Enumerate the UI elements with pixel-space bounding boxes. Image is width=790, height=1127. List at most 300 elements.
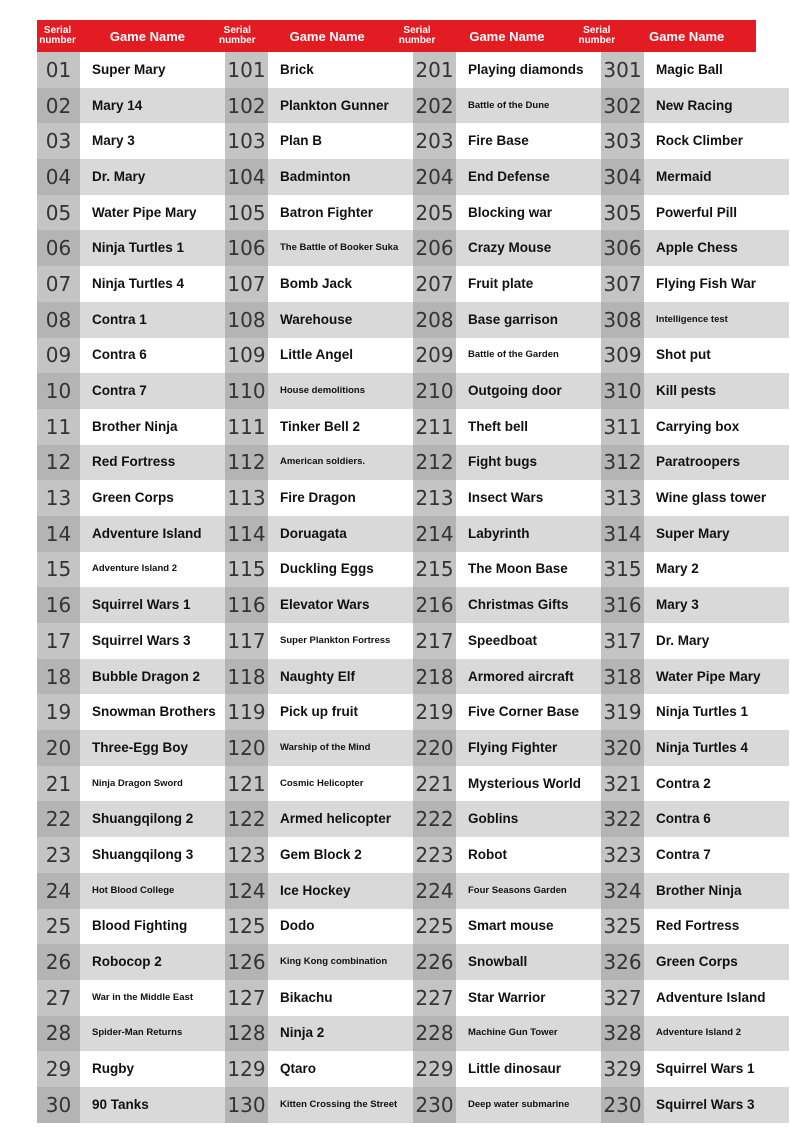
table-row bbox=[37, 766, 225, 802]
game-name: Armored aircraft bbox=[456, 659, 601, 695]
table-row bbox=[413, 1016, 601, 1052]
serial-number: 123 bbox=[225, 837, 268, 873]
table-row bbox=[225, 338, 413, 374]
game-name: House demolitions bbox=[268, 373, 413, 409]
table-row bbox=[225, 694, 413, 730]
serial-number: 327 bbox=[601, 980, 644, 1016]
table-row bbox=[225, 195, 413, 231]
game-name: Robocop 2 bbox=[80, 944, 225, 980]
game-name: Base garrison bbox=[456, 302, 601, 338]
game-name: Contra 7 bbox=[80, 373, 225, 409]
game-name: Adventure Island bbox=[80, 516, 225, 552]
table-row bbox=[225, 266, 413, 302]
game-name: Qtaro bbox=[268, 1051, 413, 1087]
table-row bbox=[601, 480, 789, 516]
table-row bbox=[413, 373, 601, 409]
game-name: Squirrel Wars 3 bbox=[644, 1087, 789, 1123]
table-row bbox=[601, 980, 789, 1016]
serial-number: 221 bbox=[413, 766, 456, 802]
table-row bbox=[601, 1016, 789, 1052]
table-row bbox=[601, 873, 789, 909]
game-name: Water Pipe Mary bbox=[644, 659, 789, 695]
table-row bbox=[413, 195, 601, 231]
game-name: Squirrel Wars 3 bbox=[80, 623, 225, 659]
table-row bbox=[601, 730, 789, 766]
serial-header-1: Serial number bbox=[39, 25, 76, 46]
serial-number: 101 bbox=[225, 52, 268, 88]
serial-number: 227 bbox=[413, 980, 456, 1016]
game-name: End Defense bbox=[456, 159, 601, 195]
game-name: Super Mary bbox=[80, 52, 225, 88]
serial-header-4: Serial number bbox=[578, 25, 616, 46]
game-name: Four Seasons Garden bbox=[456, 873, 601, 909]
table-row bbox=[225, 659, 413, 695]
table-row bbox=[37, 873, 225, 909]
table-row bbox=[225, 516, 413, 552]
table-row bbox=[413, 801, 601, 837]
table-row bbox=[413, 694, 601, 730]
serial-number: 307 bbox=[601, 266, 644, 302]
table-row bbox=[601, 1051, 789, 1087]
serial-number: 315 bbox=[601, 552, 644, 588]
table-row bbox=[225, 409, 413, 445]
serial-number: 201 bbox=[413, 52, 456, 88]
game-name: Crazy Mouse bbox=[456, 230, 601, 266]
game-name: Green Corps bbox=[80, 480, 225, 516]
game-name: Ninja Dragon Sword bbox=[80, 766, 225, 802]
game-name: Water Pipe Mary bbox=[80, 195, 225, 231]
game-name: Powerful Pill bbox=[644, 195, 789, 231]
game-name: Flying Fish War bbox=[644, 266, 789, 302]
serial-number: 07 bbox=[37, 266, 80, 302]
table-row bbox=[225, 837, 413, 873]
game-column-3 bbox=[413, 52, 601, 1123]
serial-number: 213 bbox=[413, 480, 456, 516]
table-row bbox=[37, 266, 225, 302]
table-row bbox=[37, 623, 225, 659]
table-row bbox=[37, 373, 225, 409]
game-name: Brother Ninja bbox=[644, 873, 789, 909]
game-name: Ninja 2 bbox=[268, 1016, 413, 1052]
game-name: Bomb Jack bbox=[268, 266, 413, 302]
table-row bbox=[413, 338, 601, 374]
serial-number: 326 bbox=[601, 944, 644, 980]
serial-number: 126 bbox=[225, 944, 268, 980]
game-name: Armed helicopter bbox=[268, 801, 413, 837]
serial-number: 01 bbox=[37, 52, 80, 88]
game-name: Mysterious World bbox=[456, 766, 601, 802]
game-name: Hot Blood College bbox=[80, 873, 225, 909]
game-name: Rock Climber bbox=[644, 123, 789, 159]
serial-number: 312 bbox=[601, 445, 644, 481]
serial-number: 120 bbox=[225, 730, 268, 766]
game-column-1 bbox=[37, 52, 225, 1123]
game-name: Playing diamonds bbox=[456, 52, 601, 88]
serial-number: 109 bbox=[225, 338, 268, 374]
serial-number: 230 bbox=[601, 1087, 644, 1123]
serial-number: 226 bbox=[413, 944, 456, 980]
game-name: Brick bbox=[268, 52, 413, 88]
serial-number: 204 bbox=[413, 159, 456, 195]
serial-number: 216 bbox=[413, 587, 456, 623]
game-name: Mary 3 bbox=[80, 123, 225, 159]
serial-number: 20 bbox=[37, 730, 80, 766]
serial-number: 116 bbox=[225, 587, 268, 623]
game-name: Contra 6 bbox=[644, 801, 789, 837]
table-row bbox=[413, 766, 601, 802]
game-name: Bikachu bbox=[268, 980, 413, 1016]
game-name: Fire Base bbox=[456, 123, 601, 159]
serial-number: 308 bbox=[601, 302, 644, 338]
serial-number: 313 bbox=[601, 480, 644, 516]
serial-number: 130 bbox=[225, 1087, 268, 1123]
table-row bbox=[37, 552, 225, 588]
table-row bbox=[225, 801, 413, 837]
serial-number: 303 bbox=[601, 123, 644, 159]
serial-number: 113 bbox=[225, 480, 268, 516]
table-row bbox=[37, 694, 225, 730]
game-name: Adventure Island 2 bbox=[80, 552, 225, 588]
game-name: Super Plankton Fortress bbox=[268, 623, 413, 659]
game-name: Shot put bbox=[644, 338, 789, 374]
table-row bbox=[37, 52, 225, 88]
game-name: Speedboat bbox=[456, 623, 601, 659]
serial-number: 27 bbox=[37, 980, 80, 1016]
name-header-3: Game Name bbox=[469, 28, 545, 44]
game-name: Blocking war bbox=[456, 195, 601, 231]
game-list-sheet bbox=[37, 20, 767, 1123]
table-row bbox=[413, 944, 601, 980]
game-name: Apple Chess bbox=[644, 230, 789, 266]
game-name: Fruit plate bbox=[456, 266, 601, 302]
table-row bbox=[413, 659, 601, 695]
table-row bbox=[225, 1087, 413, 1123]
game-name: The Battle of Booker Suka bbox=[268, 230, 413, 266]
serial-number: 203 bbox=[413, 123, 456, 159]
game-name: Rugby bbox=[80, 1051, 225, 1087]
game-name: Fire Dragon bbox=[268, 480, 413, 516]
serial-number: 107 bbox=[225, 266, 268, 302]
table-row bbox=[225, 873, 413, 909]
table-row bbox=[601, 837, 789, 873]
game-name: Adventure Island 2 bbox=[644, 1016, 789, 1052]
game-name: War in the Middle East bbox=[80, 980, 225, 1016]
table-row bbox=[225, 480, 413, 516]
serial-number: 209 bbox=[413, 338, 456, 374]
table-row bbox=[601, 159, 789, 195]
game-name: Smart mouse bbox=[456, 909, 601, 945]
table-row bbox=[413, 480, 601, 516]
game-name: Spider-Man Returns bbox=[80, 1016, 225, 1052]
game-name: Shuangqilong 3 bbox=[80, 837, 225, 873]
table-row bbox=[413, 445, 601, 481]
game-name: Shuangqilong 2 bbox=[80, 801, 225, 837]
game-name: King Kong combination bbox=[268, 944, 413, 980]
table-row bbox=[601, 52, 789, 88]
serial-number: 26 bbox=[37, 944, 80, 980]
game-name: Snowman Brothers bbox=[80, 694, 225, 730]
table-row bbox=[37, 659, 225, 695]
serial-number: 103 bbox=[225, 123, 268, 159]
table-row bbox=[225, 552, 413, 588]
game-name: Fight bugs bbox=[456, 445, 601, 481]
game-name: Machine Gun Tower bbox=[456, 1016, 601, 1052]
game-name: Magic Ball bbox=[644, 52, 789, 88]
serial-number: 309 bbox=[601, 338, 644, 374]
table-row bbox=[601, 338, 789, 374]
game-name: American soldiers. bbox=[268, 445, 413, 481]
game-name: Kitten Crossing the Street bbox=[268, 1087, 413, 1123]
serial-number: 207 bbox=[413, 266, 456, 302]
serial-header-3: Serial number bbox=[398, 25, 436, 46]
serial-number: 106 bbox=[225, 230, 268, 266]
serial-number: 06 bbox=[37, 230, 80, 266]
table-row bbox=[37, 801, 225, 837]
game-name: Warehouse bbox=[268, 302, 413, 338]
serial-number: 112 bbox=[225, 445, 268, 481]
name-header-1: Game Name bbox=[109, 28, 185, 44]
game-name: Batron Fighter bbox=[268, 195, 413, 231]
game-name: Contra 7 bbox=[644, 837, 789, 873]
table-row bbox=[413, 552, 601, 588]
game-name: Dodo bbox=[268, 909, 413, 945]
serial-number: 208 bbox=[413, 302, 456, 338]
table-row bbox=[37, 230, 225, 266]
game-name: Little dinosaur bbox=[456, 1051, 601, 1087]
game-name: Tinker Bell 2 bbox=[268, 409, 413, 445]
serial-number: 24 bbox=[37, 873, 80, 909]
table-row bbox=[225, 1051, 413, 1087]
game-name: Mary 14 bbox=[80, 88, 225, 124]
game-name: Paratroopers bbox=[644, 445, 789, 481]
table-row bbox=[225, 123, 413, 159]
serial-number: 121 bbox=[225, 766, 268, 802]
table-row bbox=[413, 302, 601, 338]
table-row bbox=[37, 195, 225, 231]
game-name: Green Corps bbox=[644, 944, 789, 980]
table-row bbox=[601, 694, 789, 730]
game-name: Wine glass tower bbox=[644, 480, 789, 516]
serial-number: 325 bbox=[601, 909, 644, 945]
game-name: Elevator Wars bbox=[268, 587, 413, 623]
serial-number: 302 bbox=[601, 88, 644, 124]
game-name: Goblins bbox=[456, 801, 601, 837]
serial-number: 05 bbox=[37, 195, 80, 231]
table-row bbox=[413, 266, 601, 302]
table-row bbox=[601, 516, 789, 552]
game-name: Flying Fighter bbox=[456, 730, 601, 766]
game-name: Contra 6 bbox=[80, 338, 225, 374]
serial-number: 306 bbox=[601, 230, 644, 266]
serial-number: 211 bbox=[413, 409, 456, 445]
table-row bbox=[225, 1016, 413, 1052]
game-name: Intelligence test bbox=[644, 302, 789, 338]
game-name: Outgoing door bbox=[456, 373, 601, 409]
table-row bbox=[413, 1051, 601, 1087]
game-name: Robot bbox=[456, 837, 601, 873]
serial-number: 117 bbox=[225, 623, 268, 659]
serial-number: 321 bbox=[601, 766, 644, 802]
game-name: Badminton bbox=[268, 159, 413, 195]
serial-number: 102 bbox=[225, 88, 268, 124]
serial-number: 222 bbox=[413, 801, 456, 837]
table-row bbox=[601, 88, 789, 124]
table-row bbox=[601, 909, 789, 945]
game-name: Squirrel Wars 1 bbox=[644, 1051, 789, 1087]
serial-number: 03 bbox=[37, 123, 80, 159]
serial-number: 220 bbox=[413, 730, 456, 766]
game-name: New Racing bbox=[644, 88, 789, 124]
serial-number: 11 bbox=[37, 409, 80, 445]
serial-number: 205 bbox=[413, 195, 456, 231]
serial-number: 21 bbox=[37, 766, 80, 802]
game-name: Star Warrior bbox=[456, 980, 601, 1016]
table-row bbox=[413, 873, 601, 909]
table-row bbox=[225, 587, 413, 623]
table-row bbox=[413, 837, 601, 873]
serial-number: 105 bbox=[225, 195, 268, 231]
table-row bbox=[225, 980, 413, 1016]
table-row bbox=[601, 801, 789, 837]
table-row bbox=[37, 480, 225, 516]
serial-number: 322 bbox=[601, 801, 644, 837]
table-row bbox=[225, 909, 413, 945]
serial-number: 13 bbox=[37, 480, 80, 516]
table-row bbox=[413, 230, 601, 266]
serial-number: 219 bbox=[413, 694, 456, 730]
serial-number: 320 bbox=[601, 730, 644, 766]
table-row bbox=[413, 409, 601, 445]
game-name: Plan B bbox=[268, 123, 413, 159]
serial-number: 215 bbox=[413, 552, 456, 588]
game-name: Blood Fighting bbox=[80, 909, 225, 945]
serial-number: 10 bbox=[37, 373, 80, 409]
game-name: Kill pests bbox=[644, 373, 789, 409]
serial-number: 218 bbox=[413, 659, 456, 695]
serial-number: 301 bbox=[601, 52, 644, 88]
table-row bbox=[225, 766, 413, 802]
game-name: Ninja Turtles 4 bbox=[644, 730, 789, 766]
table-row bbox=[37, 159, 225, 195]
serial-number: 128 bbox=[225, 1016, 268, 1052]
serial-number: 114 bbox=[225, 516, 268, 552]
serial-number: 14 bbox=[37, 516, 80, 552]
table-row bbox=[601, 123, 789, 159]
serial-number: 18 bbox=[37, 659, 80, 695]
game-name: Doruagata bbox=[268, 516, 413, 552]
serial-number: 206 bbox=[413, 230, 456, 266]
serial-number: 111 bbox=[225, 409, 268, 445]
table-row bbox=[225, 52, 413, 88]
game-name: The Moon Base bbox=[456, 552, 601, 588]
table-row bbox=[37, 88, 225, 124]
serial-number: 317 bbox=[601, 623, 644, 659]
serial-number: 217 bbox=[413, 623, 456, 659]
serial-number: 310 bbox=[601, 373, 644, 409]
game-name: Red Fortress bbox=[644, 909, 789, 945]
serial-number: 15 bbox=[37, 552, 80, 588]
serial-number: 29 bbox=[37, 1051, 80, 1087]
table-row bbox=[37, 445, 225, 481]
game-name: Ice Hockey bbox=[268, 873, 413, 909]
table-row bbox=[601, 266, 789, 302]
serial-number: 30 bbox=[37, 1087, 80, 1123]
game-name: Carrying box bbox=[644, 409, 789, 445]
serial-number: 124 bbox=[225, 873, 268, 909]
serial-number: 324 bbox=[601, 873, 644, 909]
serial-number: 129 bbox=[225, 1051, 268, 1087]
table-row bbox=[37, 302, 225, 338]
table-row bbox=[225, 373, 413, 409]
game-column-2 bbox=[225, 52, 413, 1123]
game-name: Ninja Turtles 4 bbox=[80, 266, 225, 302]
serial-number: 23 bbox=[37, 837, 80, 873]
game-name: Dr. Mary bbox=[80, 159, 225, 195]
game-name: Battle of the Garden bbox=[456, 338, 601, 374]
game-column-4 bbox=[601, 52, 789, 1123]
serial-number: 04 bbox=[37, 159, 80, 195]
serial-number: 228 bbox=[413, 1016, 456, 1052]
serial-header-2: Serial number bbox=[218, 25, 256, 46]
game-name: Cosmic Helicopter bbox=[268, 766, 413, 802]
serial-number: 316 bbox=[601, 587, 644, 623]
serial-number: 229 bbox=[413, 1051, 456, 1087]
serial-number: 02 bbox=[37, 88, 80, 124]
table-row bbox=[37, 409, 225, 445]
serial-number: 104 bbox=[225, 159, 268, 195]
game-name: Squirrel Wars 1 bbox=[80, 587, 225, 623]
serial-number: 28 bbox=[37, 1016, 80, 1052]
game-name: Contra 2 bbox=[644, 766, 789, 802]
serial-number: 108 bbox=[225, 302, 268, 338]
game-name: Mary 2 bbox=[644, 552, 789, 588]
game-name: Super Mary bbox=[644, 516, 789, 552]
table-row bbox=[37, 909, 225, 945]
serial-number: 16 bbox=[37, 587, 80, 623]
name-header-4: Game Name bbox=[649, 28, 725, 44]
game-name: Insect Wars bbox=[456, 480, 601, 516]
game-name: Battle of the Dune bbox=[456, 88, 601, 124]
serial-number: 127 bbox=[225, 980, 268, 1016]
table-row bbox=[37, 1016, 225, 1052]
serial-number: 115 bbox=[225, 552, 268, 588]
serial-number: 202 bbox=[413, 88, 456, 124]
table-row bbox=[601, 195, 789, 231]
serial-number: 318 bbox=[601, 659, 644, 695]
serial-number: 304 bbox=[601, 159, 644, 195]
table-header bbox=[37, 20, 756, 52]
table-row bbox=[601, 445, 789, 481]
serial-number: 17 bbox=[37, 623, 80, 659]
table-row bbox=[601, 552, 789, 588]
game-name: Brother Ninja bbox=[80, 409, 225, 445]
table-row bbox=[225, 944, 413, 980]
game-name: Mermaid bbox=[644, 159, 789, 195]
serial-number: 328 bbox=[601, 1016, 644, 1052]
table-row bbox=[601, 409, 789, 445]
serial-number: 125 bbox=[225, 909, 268, 945]
serial-number: 122 bbox=[225, 801, 268, 837]
table-row bbox=[37, 980, 225, 1016]
table-row bbox=[225, 302, 413, 338]
table-row bbox=[37, 587, 225, 623]
game-name: Christmas Gifts bbox=[456, 587, 601, 623]
table-row bbox=[413, 623, 601, 659]
table-row bbox=[37, 338, 225, 374]
game-name: Ninja Turtles 1 bbox=[80, 230, 225, 266]
serial-number: 19 bbox=[37, 694, 80, 730]
serial-number: 223 bbox=[413, 837, 456, 873]
